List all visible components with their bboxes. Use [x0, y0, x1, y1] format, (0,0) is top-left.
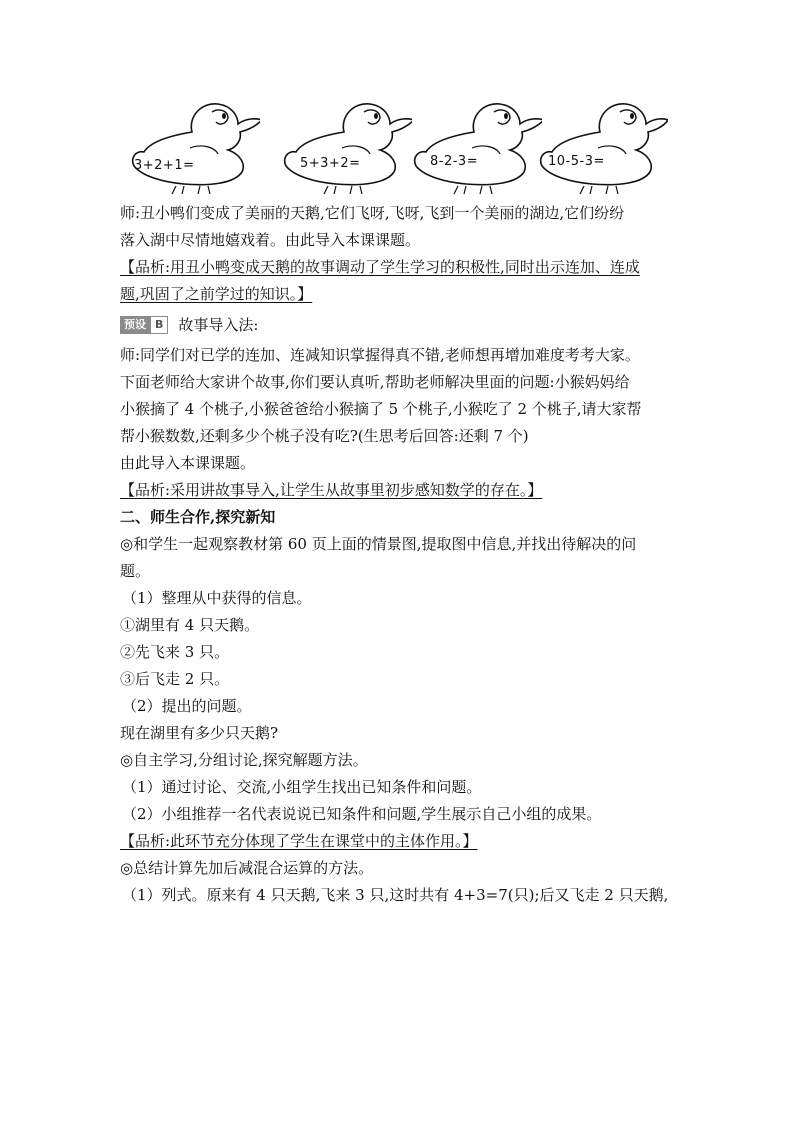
- duck-1-equation: 3+2+1=: [134, 158, 195, 173]
- paragraph-line: 由此导入本课课题。: [120, 454, 256, 472]
- paragraph-line: 落入湖中尽情地嬉戏着。由此导入本课课题。: [120, 231, 421, 249]
- preset-badge: [120, 316, 168, 334]
- paragraph-line: 师:同学们对已学的连加、连减知识掌握得真不错,老师想再增加难度考考大家。: [120, 346, 640, 364]
- list-item: （1）通过讨论、交流,小组学生找出已知条件和问题。: [122, 778, 482, 796]
- paragraph-line: ◎总结计算先加后减混合运算的方法。: [120, 859, 374, 877]
- list-item: ①湖里有 4 只天鹅。: [120, 616, 260, 634]
- duck-3-equation: 8-2-3=: [430, 154, 479, 169]
- duck-3: [410, 96, 542, 196]
- preset-badge-letter: B: [150, 316, 168, 334]
- duck-illustration-row: [128, 96, 668, 196]
- preset-title: 故事导入法:: [178, 316, 259, 334]
- duck-2: [280, 96, 412, 196]
- analysis-note: 【品析:用丑小鸭变成天鹅的故事调动了学生学习的积极性,同时出示连加、连成: [120, 258, 640, 276]
- duck-3-drawing: [410, 96, 542, 196]
- duck-4-equation: 10-5-3=: [548, 154, 605, 169]
- list-item: （2）提出的问题。: [122, 697, 252, 715]
- section-heading: 二、师生合作,探究新知: [120, 508, 276, 526]
- analysis-note: 题,巩固了之前学过的知识。】: [120, 285, 313, 303]
- analysis-note: 【品析:此环节充分体现了学生在课堂中的主体作用。】: [120, 832, 478, 850]
- paragraph-line: 小猴摘了 4 个桃子,小猴爸爸给小猴摘了 5 个桃子,小猴吃了 2 个桃子,请大家帮: [120, 400, 642, 418]
- paragraph-line: 题。: [120, 562, 151, 580]
- duck-2-drawing: [280, 96, 412, 196]
- list-item: （1）列式。原来有 4 只天鹅,飞来 3 只,这时共有 4+3=7(只);后又飞走 2 只天鹅,: [122, 886, 669, 904]
- paragraph-line: 帮小猴数数,还剩多少个桃子没有吃?(生思考后回答:还剩 7 个): [120, 427, 529, 445]
- paragraph-line: 现在湖里有多少只天鹅?: [120, 724, 279, 742]
- list-item: ②先飞来 3 只。: [120, 643, 230, 661]
- duck-2-equation: 5+3+2=: [300, 156, 361, 171]
- paragraph-line: 下面老师给大家讲个故事,你们要认真听,帮助老师解决里面的问题:小猴妈妈给: [120, 373, 630, 391]
- list-item: ③后飞走 2 只。: [120, 670, 230, 688]
- list-item: （1）整理从中获得的信息。: [122, 589, 312, 607]
- duck-4-drawing: [536, 96, 668, 196]
- lesson-text: [120, 200, 680, 909]
- duck-1-drawing: [128, 96, 260, 196]
- paragraph-line: 师:丑小鸭们变成了美丽的天鹅,它们飞呀,飞呀,飞到一个美丽的湖边,它们纷纷: [120, 204, 625, 222]
- preset-badge-label: 预设: [120, 316, 150, 334]
- analysis-note: 【品析:采用讲故事导入,让学生从故事里初步感知数学的存在。】: [120, 481, 543, 499]
- paragraph-line: ◎自主学习,分组讨论,探究解题方法。: [120, 751, 368, 769]
- paragraph-line: ◎和学生一起观察教材第 60 页上面的情景图,提取图中信息,并找出待解决的问: [120, 535, 637, 553]
- duck-4: [536, 96, 668, 196]
- preset-b-heading: [120, 308, 680, 342]
- duck-1: [128, 96, 260, 196]
- list-item: （2）小组推荐一名代表说说已知条件和问题,学生展示自己小组的成果。: [122, 805, 602, 823]
